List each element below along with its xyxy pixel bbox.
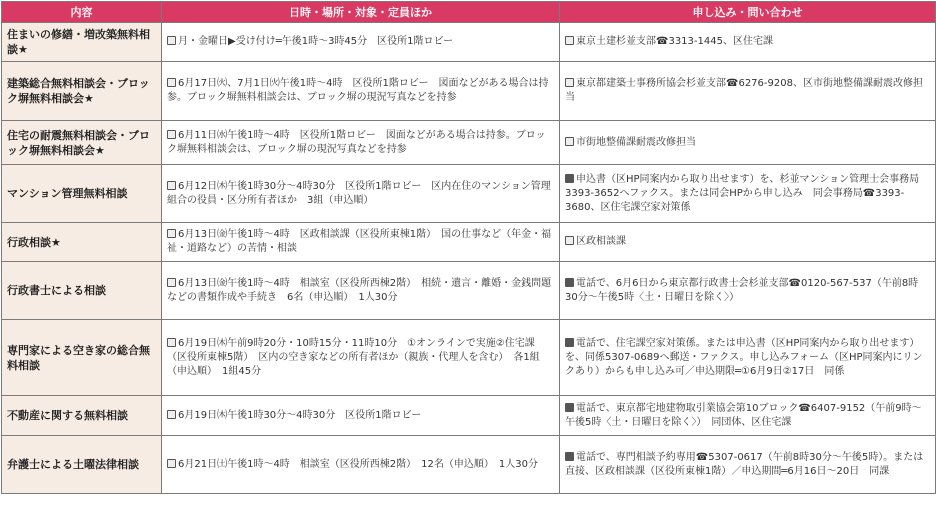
row-name: 弁護士による土曜法律相談 [2, 436, 162, 494]
row-contact: 区政相談課 [560, 223, 936, 262]
table-row [2, 262, 936, 320]
calendar-icon [167, 410, 176, 419]
row-contact: 電話で、住宅課空家対策係。または申込書（区HP同案内から取り出せます）を、同係5307-0689へ郵送・ファクス。申し込みフォーム（区HP同案内にリンクあり）からも申し込み可／申込期限═①6月9日②17日 同係 [560, 320, 936, 396]
row-contact: 申込書（区HP同案内から取り出せます）を、杉並マンション管理士会事務局3393-3652へファクス。または同会HPから申し込み 同会事務局☎3393-3680、区住宅課空家対策係 [560, 165, 936, 223]
table-row [2, 121, 936, 165]
row-name: 住まいの修繕・増改築無料相談★ [2, 23, 162, 62]
application-icon [565, 278, 574, 287]
calendar-icon [167, 338, 176, 347]
row-name: 専門家による空き家の総合無料相談 [2, 320, 162, 396]
row-name: 行政相談★ [2, 223, 162, 262]
row-contact: 市街地整備課耐震改修担当 [560, 121, 936, 165]
application-icon [565, 174, 574, 183]
calendar-icon [167, 278, 176, 287]
table-row [2, 436, 936, 494]
row-detail: 6月12日㈭午後1時30分～4時30分 区役所1階ロビー 区内在住のマンション管理組合の役員・区分所有者ほか 3組（申込順） [162, 165, 560, 223]
row-contact: 東京都建築士事務所協会杉並支部☎6276-9208、区市街地整備課耐震改修担当 [560, 62, 936, 121]
inquiry-icon [565, 236, 574, 245]
application-icon [565, 403, 574, 412]
table-row [2, 165, 936, 223]
table-header-row [2, 2, 936, 23]
row-contact: 東京土建杉並支部☎3313-1445、区住宅課 [560, 23, 936, 62]
row-contact: 電話で、専門相談予約専用☎5307-0617（午前8時30分～午後5時）。または直接、区政相談課（区役所東棟1階）／申込期間═6月16日～20日 同課 [560, 436, 936, 494]
calendar-icon [167, 78, 176, 87]
row-name: 不動産に関する無料相談 [2, 396, 162, 436]
application-icon [565, 452, 574, 461]
row-name: 住宅の耐震無料相談会・ブロック塀無料相談会★ [2, 121, 162, 165]
row-contact: 電話で、東京都宅地建物取引業協会第10ブロック☎6407-9152（午前9時～午後5時〈土・日曜日を除く〉） 同団体、区住宅課 [560, 396, 936, 436]
row-detail: 6月19日㈭午後1時30分～4時30分 区役所1階ロビー [162, 396, 560, 436]
table-row [2, 396, 936, 436]
row-detail: 6月11日㈬午後1時～4時 区役所1階ロビー 図面などがある場合は持参。ブロック塀無料相談会は、ブロック塀の現況写真などを持参 [162, 121, 560, 165]
row-name: 行政書士による相談 [2, 262, 162, 320]
calendar-icon [167, 36, 176, 45]
calendar-icon [167, 459, 176, 468]
row-detail: 6月13日㈮午後1時～4時 区政相談課（区役所東棟1階） 国の仕事など（年金・福祉・道路など）の苦情・相談 [162, 223, 560, 262]
row-name: 建築総合無料相談会・ブロック塀無料相談会★ [2, 62, 162, 121]
consultation-table [1, 1, 936, 494]
application-icon [565, 338, 574, 347]
inquiry-icon [565, 36, 574, 45]
calendar-icon [167, 229, 176, 238]
row-detail: 月・金曜日▶受け付け═午後1時～3時45分 区役所1階ロビー [162, 23, 560, 62]
row-detail: 6月13日㈮午後1時～4時 相談室（区役所西棟2階） 相続・遺言・離婚・金銭問題などの書類作成や手続き 6名（申込順） 1人30分 [162, 262, 560, 320]
header-content: 内容 [2, 2, 162, 23]
inquiry-icon [565, 78, 574, 87]
row-detail: 6月21日㈯午後1時～4時 相談室（区役所西棟2階） 12名（申込順） 1人30分 [162, 436, 560, 494]
table-row [2, 320, 936, 396]
header-details: 日時・場所・対象・定員ほか [162, 2, 560, 23]
row-contact: 電話で、6月6日から東京都行政書士会杉並支部☎0120-567-537（午前8時30分～午後5時〈土・日曜日を除く〉） [560, 262, 936, 320]
table-row [2, 223, 936, 262]
row-detail: 6月19日㈭午前9時20分・10時15分・11時10分 ①オンラインで実施②住宅課（区役所東棟5階） 区内の空き家などの所有者ほか（親族・代理人を含む） 各1組（申込順） 1組45分 [162, 320, 560, 396]
table-row [2, 62, 936, 121]
table-row [2, 23, 936, 62]
calendar-icon [167, 181, 176, 190]
row-name: マンション管理無料相談 [2, 165, 162, 223]
inquiry-icon [565, 137, 574, 146]
row-detail: 6月17日㈫、7月1日㈫午後1時～4時 区役所1階ロビー 図面などがある場合は持参。ブロック塀無料相談会は、ブロック塀の現況写真などを持参 [162, 62, 560, 121]
header-contact: 申し込み・問い合わせ [560, 2, 936, 23]
calendar-icon [167, 130, 176, 139]
